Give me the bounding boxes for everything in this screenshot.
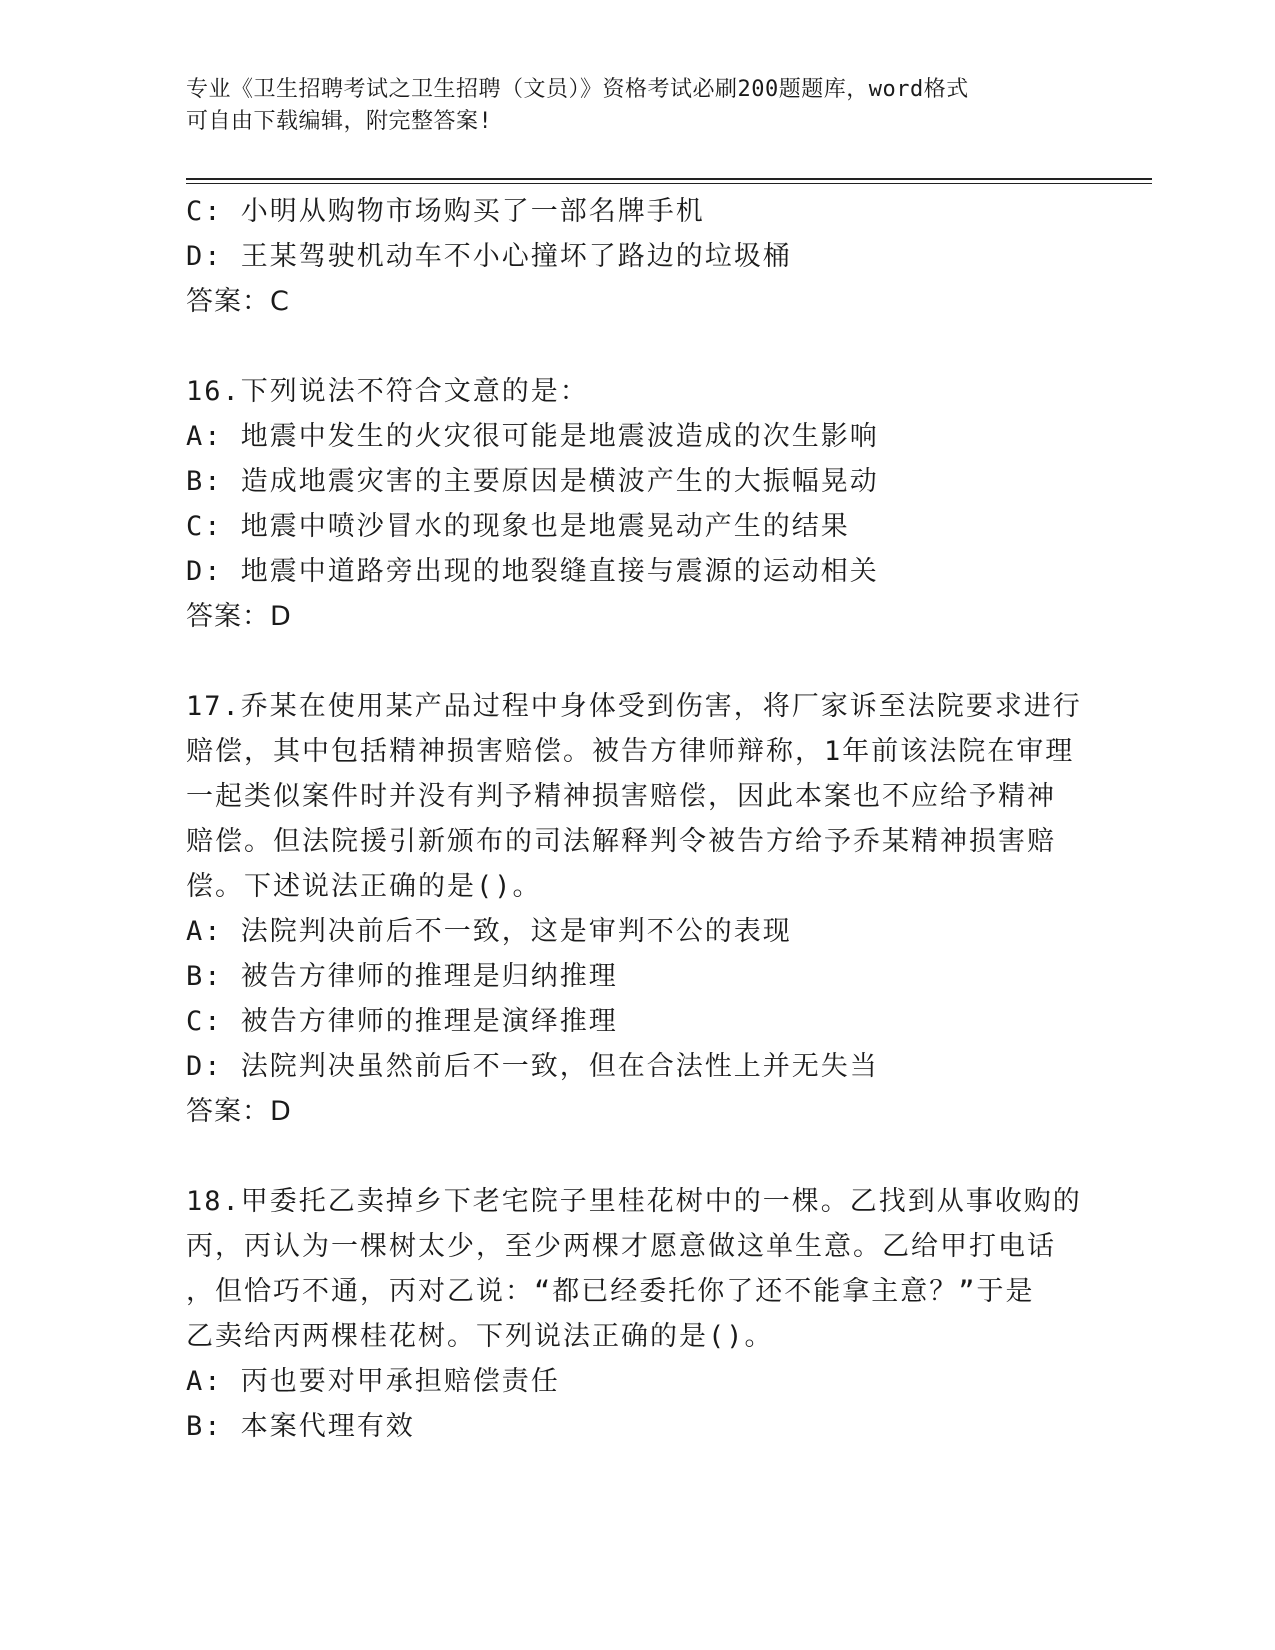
question-stem-line: 一起类似案件时并没有判予精神损害赔偿，因此本案也不应给予精神 [186, 781, 1056, 812]
spacer [186, 324, 1086, 369]
option-c: C: 被告方律师的推理是演绎推理 [186, 1006, 618, 1037]
question-stem: 16.下列说法不符合文意的是： [186, 376, 589, 407]
header-divider [186, 178, 1152, 180]
header-line-1: 专业《卫生招聘考试之卫生招聘（文员）》资格考试必刷200题题库，word格式 [186, 77, 969, 102]
question-stem-line: 17.乔某在使用某产品过程中身体受到伤害，将厂家诉至法院要求进行 [186, 691, 1082, 722]
question-stem-line: 赔偿。但法院援引新颁布的司法解释判令被告方给予乔某精神损害赔 [186, 826, 1056, 857]
question-17 [186, 684, 1086, 1134]
option-a: A: 法院判决前后不一致，这是审判不公的表现 [186, 916, 792, 947]
option-d: D: 地震中道路旁出现的地裂缝直接与震源的运动相关 [186, 556, 879, 587]
option-c: C: 地震中喷沙冒水的现象也是地震晃动产生的结果 [186, 511, 850, 542]
header-line-2: 可自由下载编辑，附完整答案! [186, 109, 493, 134]
document-header [186, 74, 1066, 138]
option-d: D: 法院判决虽然前后不一致，但在合法性上并无失当 [186, 1051, 879, 1082]
question-stem-line: ，但恰巧不通，丙对乙说：“都已经委托你了还不能拿主意？”于是 [186, 1276, 1035, 1307]
option-b: B: 被告方律师的推理是归纳推理 [186, 961, 618, 992]
question-stem-line: 丙，丙认为一棵树太少，至少两棵才愿意做这单生意。乙给甲打电话 [186, 1231, 1056, 1262]
spacer [186, 1134, 1086, 1179]
answer: 答案：D [186, 601, 292, 632]
question-stem-line: 乙卖给丙两棵桂花树。下列说法正确的是()。 [186, 1321, 774, 1352]
answer: 答案：C [186, 286, 290, 317]
document-body [186, 189, 1086, 1449]
answer: 答案：D [186, 1096, 292, 1127]
header-divider-thin [186, 183, 1152, 184]
option-a: A: 丙也要对甲承担赔偿责任 [186, 1366, 560, 1397]
question-stem-line: 赔偿，其中包括精神损害赔偿。被告方律师辩称，1年前该法院在审理 [186, 736, 1075, 767]
question-18 [186, 1179, 1086, 1449]
option-b: B: 造成地震灾害的主要原因是横波产生的大振幅晃动 [186, 466, 879, 497]
question-stem-line: 18.甲委托乙卖掉乡下老宅院子里桂花树中的一棵。乙找到从事收购的 [186, 1186, 1082, 1217]
spacer [186, 639, 1086, 684]
option-b: B: 本案代理有效 [186, 1411, 415, 1442]
option-d: D: 王某驾驶机动车不小心撞坏了路边的垃圾桶 [186, 241, 792, 272]
question-16 [186, 369, 1086, 639]
option-c: C: 小明从购物市场购买了一部名牌手机 [186, 196, 705, 227]
question-stem-line: 偿。下述说法正确的是()。 [186, 871, 542, 902]
question-15-tail [186, 189, 1086, 324]
option-a: A: 地震中发生的火灾很可能是地震波造成的次生影响 [186, 421, 879, 452]
